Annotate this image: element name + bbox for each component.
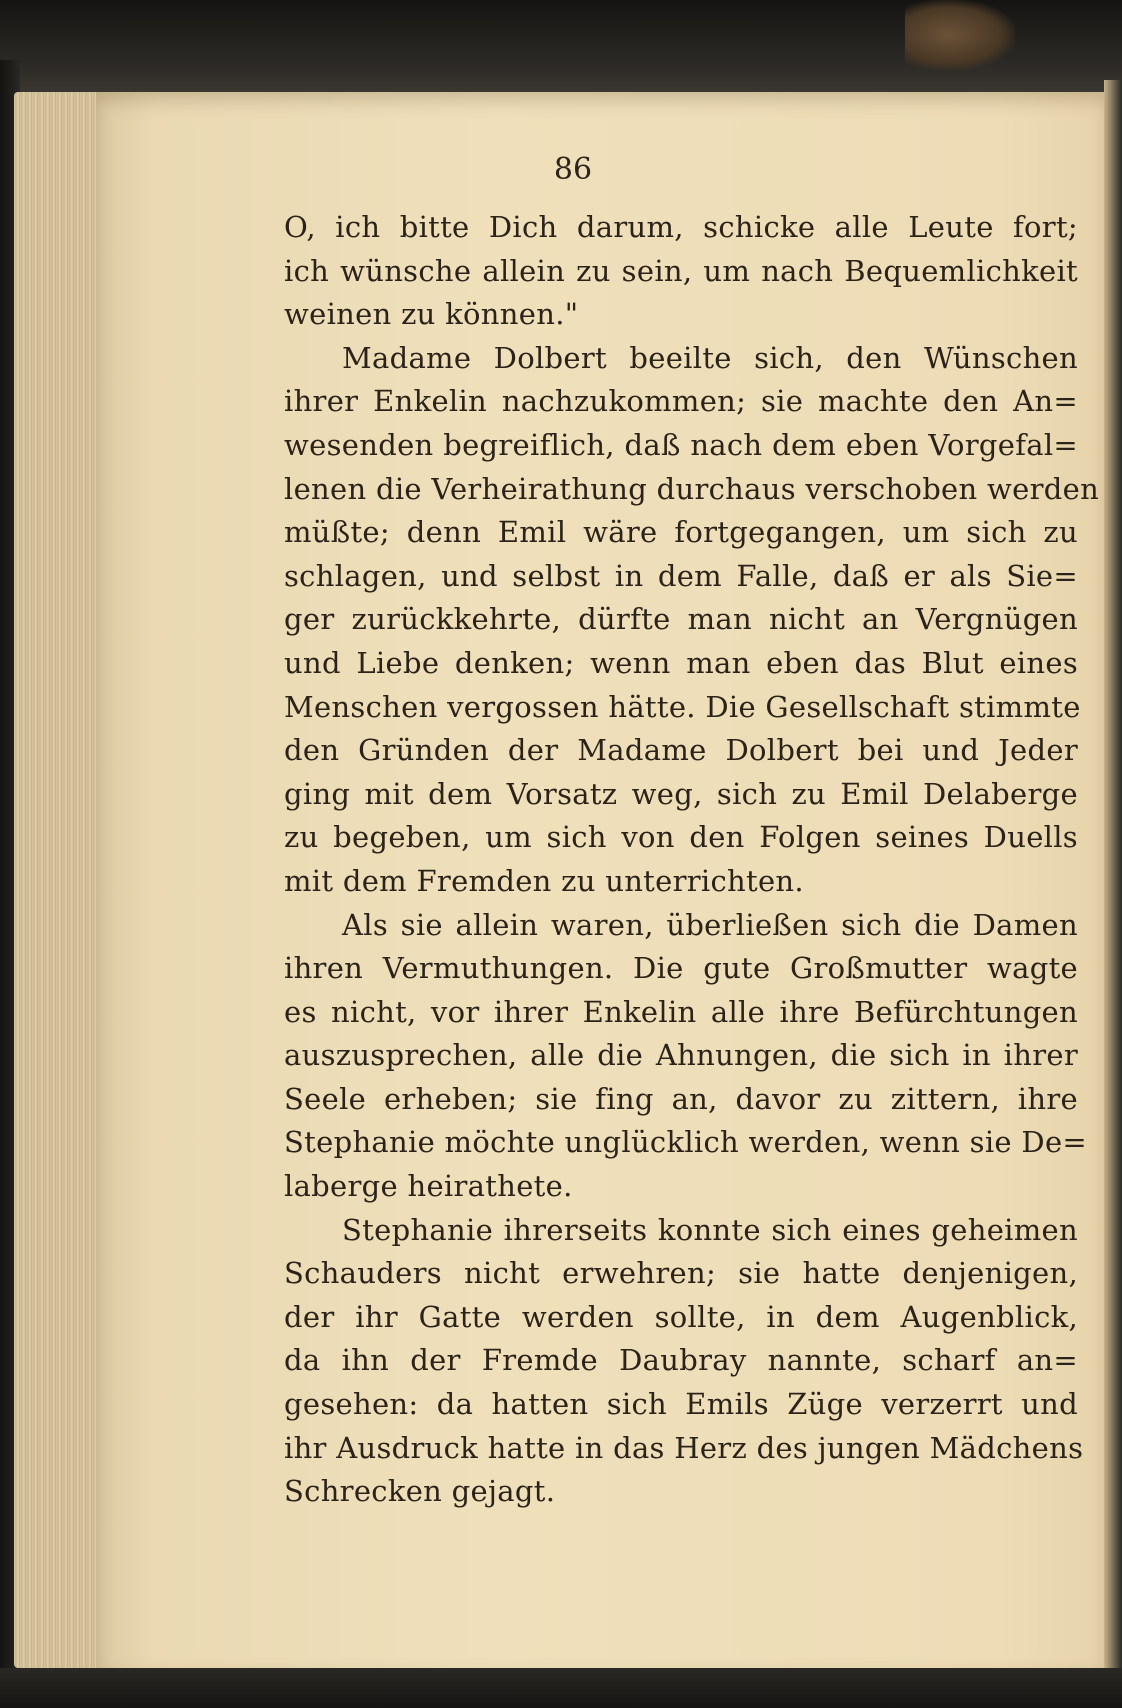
text-line: da ihn der Fremde Daubray nannte, scharf an= [284,1343,1078,1378]
text-line: Schrecken gejagt. [284,1474,556,1509]
text-line: es nicht, vor ihrer Enkelin alle ihre Befürchtungen [284,994,1078,1029]
text-line: Madame Dolbert beeilte sich, den Wünschen [342,340,1078,375]
text-line: laberge heirathete. [284,1169,573,1204]
text-line: Als sie allein waren, überließen sich die Damen [342,907,1078,942]
text-line: wesenden begreiflich, daß nach dem eben Vorgefal= [284,427,1078,462]
text-line: ihr Ausdruck hatte in das Herz des jungen Mädchens [284,1430,1084,1465]
text-line: müßte; denn Emil wäre fortgegangen, um sich zu [284,515,1078,550]
book-cover-bottom [0,1668,1122,1708]
text-line: gesehen: da hatten sich Emils Züge verzerrt und [284,1387,1078,1422]
text-line: Stephanie möchte unglücklich werden, wenn sie De= [284,1125,1088,1160]
text-line: und Liebe denken; wenn man eben das Blut eines [284,645,1078,680]
page-number: 86 [553,152,593,187]
text-line: ger zurückkehrte, dürfte man nicht an Vergnügen [284,602,1078,637]
text-line: ihren Vermuthungen. Die gute Großmutter wagte [284,951,1078,986]
bookmark-ribbon [905,0,1015,70]
text-line: O, ich bitte Dich darum, schicke alle Leute fort; [284,210,1078,244]
text-line: auszusprechen, alle die Ahnungen, die sich in ihrer [284,1038,1078,1073]
text-line: ging mit dem Vorsatz weg, sich zu Emil Delaberge [284,776,1078,811]
text-line: der ihr Gatte werden sollte, in dem Augenblick, [284,1299,1078,1334]
text-line: Schauders nicht erwehren; sie hatte denjenigen, [284,1256,1078,1291]
book-cover-right [1104,80,1122,1680]
text-line: ich wünsche allein zu sein, um nach Bequemlichkeit [284,253,1078,288]
text-line: Menschen vergossen hätte. Die Gesellschaft stimmte [284,689,1081,724]
text-line: mit dem Fremden zu unterrichten. [284,863,804,898]
text-line: Seele erheben; sie fing an, davor zu zittern, ihre [284,1081,1078,1116]
text-line: weinen zu können." [284,297,579,332]
page-edges [14,92,102,1668]
text-line: ihrer Enkelin nachzukommen; sie machte den An= [284,384,1078,419]
text-line: zu begeben, um sich von den Folgen seines Duells [284,820,1078,855]
text-line: lenen die Verheirathung durchaus verschoben werden [284,471,1100,506]
page-text [284,206,1100,1514]
text-line: schlagen, und selbst in dem Falle, daß er als Sie= [284,558,1078,593]
text-line: den Gründen der Madame Dolbert bei und Jeder [284,733,1078,768]
text-line: Stephanie ihrerseits konnte sich eines geheimen [342,1212,1078,1247]
